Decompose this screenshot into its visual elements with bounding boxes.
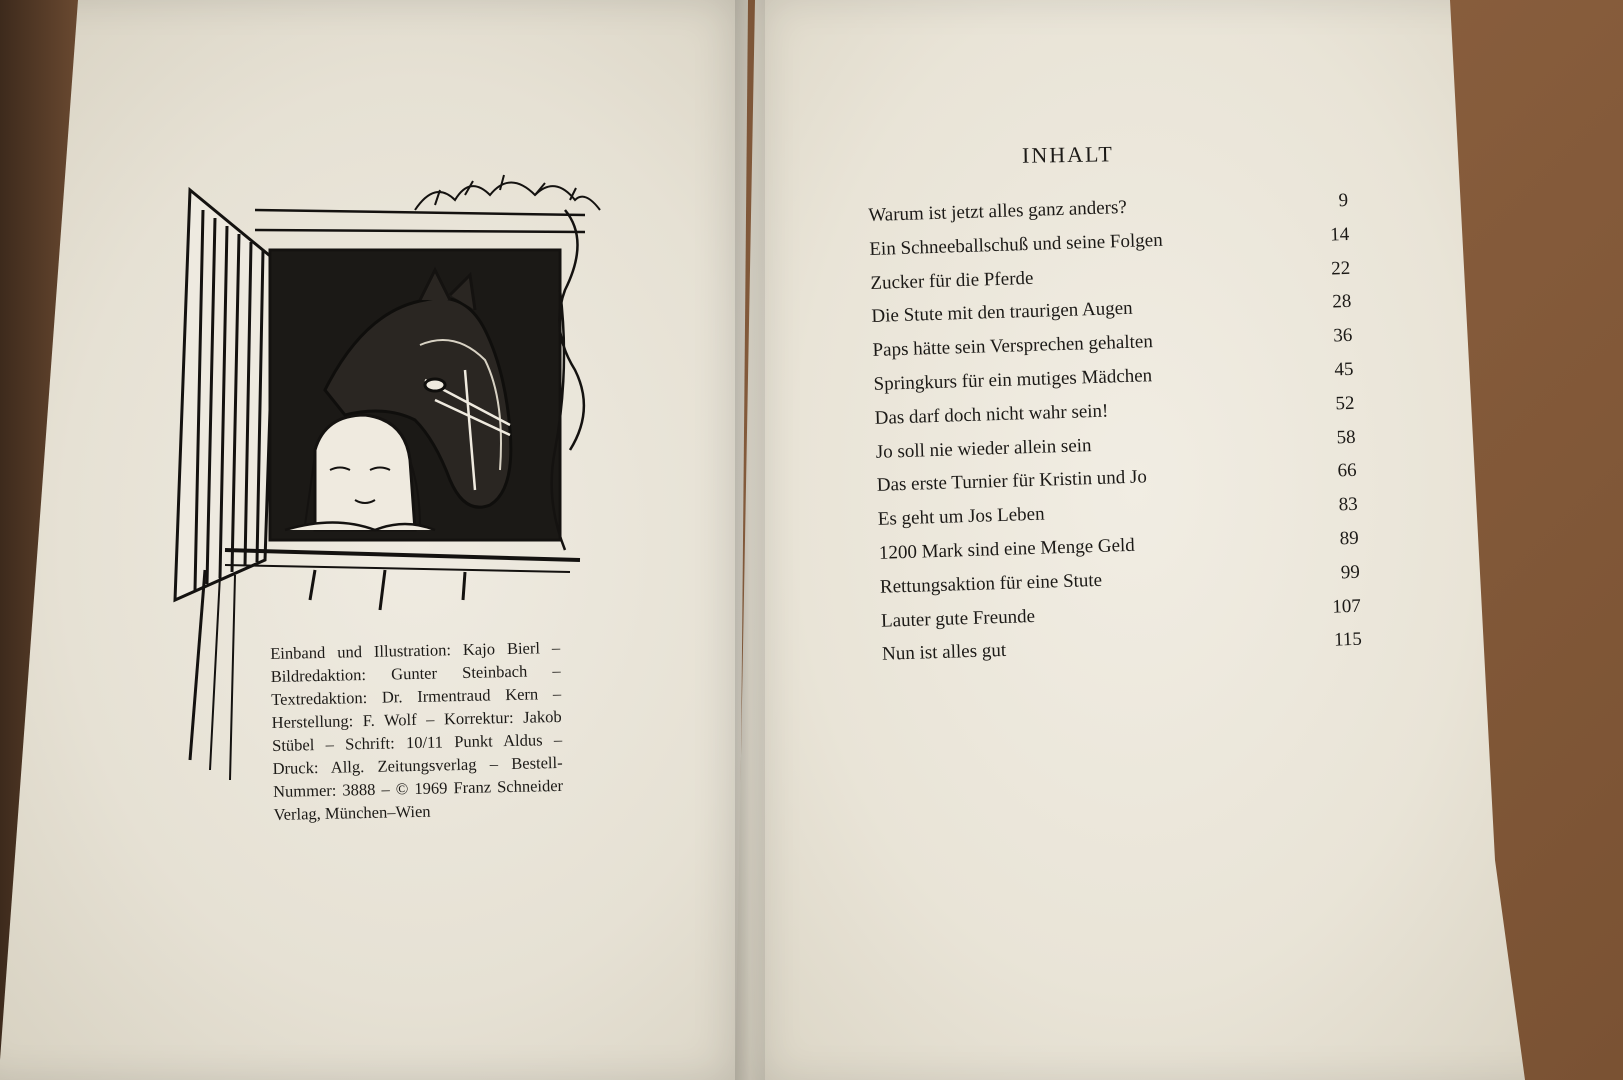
- chapter-title: Ein Schneeballschuß und seine Folgen: [869, 229, 1163, 260]
- chapter-title: Jo soll nie wieder allein sein: [875, 434, 1092, 463]
- chapter-title: Rettungsaktion für eine Stute: [879, 569, 1103, 598]
- window-shutter: [175, 190, 275, 600]
- contents-heading: INHALT: [1021, 141, 1115, 168]
- chapter-page: 58: [1336, 426, 1356, 448]
- chapter-title: Springkurs für ein mutiges Mädchen: [873, 365, 1153, 395]
- table-of-contents: [868, 190, 1363, 678]
- chapter-page: 83: [1338, 493, 1358, 516]
- chapter-title: Zucker für die Pferde: [870, 267, 1034, 294]
- chapter-page: 36: [1333, 325, 1353, 347]
- chapter-title: Die Stute mit den traurigen Augen: [871, 298, 1133, 328]
- chapter-page: 52: [1335, 392, 1355, 415]
- chapter-page: 115: [1333, 629, 1363, 651]
- chapter-title: Es geht um Jos Leben: [877, 503, 1045, 531]
- chapter-page: 28: [1331, 291, 1352, 313]
- chapter-title: Das erste Turnier für Kristin und Jo: [876, 466, 1148, 497]
- chapter-page: 22: [1330, 257, 1351, 280]
- chapter-page: 66: [1337, 460, 1357, 482]
- publisher-credits: Einband und Illustration: Kajo Bierl – Bildredaktion: Gunter Steinbach – Textredaktion: Dr. Irmentraud Kern – Herstellung: F. Wolf – Korrektur: Jakob Stübel – Schrift: 10/11 Punkt Aldus – Druck: Allg. Zeitungsverlag – Bestell-Nummer: 3888 – © 1969 Franz Schneider Verlag, München–Wien: [270, 637, 564, 824]
- chapter-page: 9: [1338, 189, 1349, 212]
- chapter-page: 89: [1339, 527, 1360, 550]
- chapter-title: 1200 Mark sind eine Menge Geld: [878, 534, 1136, 564]
- chapter-title: Paps hätte sein Versprechen gehalten: [872, 331, 1154, 362]
- book-gutter: [735, 0, 765, 1080]
- chapter-title: Warum ist jetzt alles ganz anders?: [868, 196, 1128, 226]
- chapter-page: 45: [1334, 358, 1354, 381]
- chapter-page: 14: [1329, 223, 1350, 246]
- chapter-title: Nun ist alles gut: [881, 640, 1007, 666]
- chapter-title: Das darf doch nicht wahr sein!: [874, 400, 1109, 429]
- chapter-page: 99: [1340, 561, 1361, 584]
- chapter-page: 107: [1332, 595, 1362, 618]
- chapter-title: Lauter gute Freunde: [880, 605, 1036, 632]
